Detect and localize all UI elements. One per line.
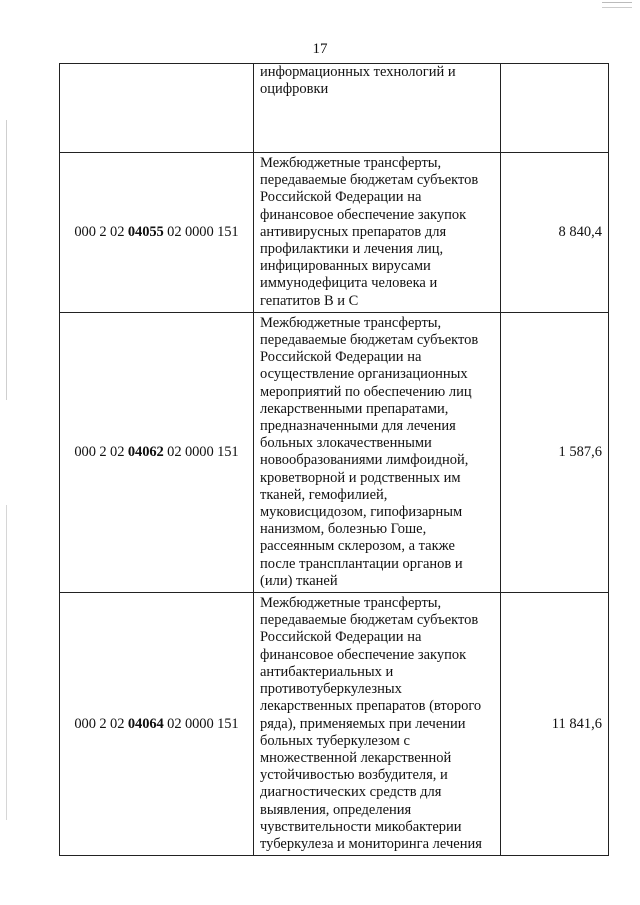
revenue-name-line: передаваемые бюджетам субъектов: [260, 332, 479, 349]
revenue-name-line: антивирусных препаратов для: [260, 223, 447, 240]
revenue-name-line: финансовое обеспечение закупок: [260, 646, 467, 663]
revenue-name-line: диагностических средств для: [260, 784, 442, 801]
budget-code-subgroup: 04062: [127, 443, 164, 460]
amount-cell: 1 587,6: [501, 312, 609, 592]
table-row: [60, 593, 609, 856]
budget-code-cell: [60, 593, 254, 856]
revenue-name-line: иммунодефицита человека и: [260, 275, 438, 292]
revenue-name-line: муковисцидозом, гипофизарным: [260, 504, 463, 521]
budget-code-prefix: 000 2 02: [74, 223, 128, 240]
revenue-name-line: антибактериальных и: [260, 663, 394, 680]
revenue-name-line: множественной лекарственной: [260, 749, 452, 766]
revenue-name-line: Межбюджетные трансферты,: [260, 155, 442, 171]
revenue-name-line: Межбюджетные трансферты,: [260, 314, 442, 331]
revenue-name-line: новообразованиями лимфоидной,: [260, 452, 469, 469]
revenue-name-line: Межбюджетные трансферты,: [260, 595, 442, 612]
revenue-name-line: профилактики и лечения лиц,: [260, 241, 444, 258]
budget-code-subgroup: 04055: [127, 223, 164, 240]
revenue-name-line: тканей, гемофилией,: [260, 486, 388, 503]
revenue-name-line: осуществление организационных: [260, 366, 468, 383]
table-row: [60, 312, 609, 592]
revenue-name-line: финансовое обеспечение закупок: [260, 206, 467, 223]
budget-code-suffix: 02 0000 151: [163, 715, 239, 732]
scan-margin-line: [6, 120, 7, 820]
budget-code-cell: [60, 64, 254, 153]
budget-code-prefix: 000 2 02: [74, 443, 128, 460]
amount-cell: 8 840,4: [501, 153, 609, 313]
revenue-name-line: информационных технологий и: [260, 64, 456, 80]
revenue-name-line: Российской Федерации на: [260, 189, 422, 206]
revenue-name-line: чувствительности микобактерии: [260, 818, 462, 835]
budget-code-suffix: 02 0000 151: [163, 223, 239, 240]
budget-code-subgroup: 04064: [127, 715, 164, 732]
revenue-name-line: туберкулеза и мониторинга лечения: [260, 835, 482, 852]
page-number: 17: [312, 41, 328, 57]
revenue-name-line: нанизмом, болезнью Гоше,: [260, 521, 427, 538]
amount-cell: 11 841,6: [501, 593, 609, 856]
revenue-name-line: лекарственными препаратами,: [260, 400, 449, 417]
table-row: [60, 153, 609, 313]
revenue-name-line: Российской Федерации на: [260, 349, 422, 366]
revenue-name-line: больных злокачественными: [260, 435, 432, 452]
revenue-name-line: (или) тканей: [260, 572, 338, 589]
table-row: [60, 64, 609, 153]
revenue-name-line: после трансплантации органов и: [260, 555, 463, 572]
revenue-name-line: Российской Федерации на: [260, 629, 422, 646]
revenue-name-line: кроветворной и родственных им: [260, 469, 461, 486]
scan-corner-mark: [602, 2, 632, 8]
budget-code-cell: [60, 312, 254, 592]
revenue-name-cell: [254, 593, 501, 856]
revenue-name-line: лекарственных препаратов (второго: [260, 698, 482, 715]
budget-revenue-table: [59, 63, 609, 856]
budget-code-suffix: 02 0000 151: [163, 443, 239, 460]
amount-cell: [501, 64, 609, 153]
budget-code-prefix: 000 2 02: [74, 715, 128, 732]
budget-code-cell: [60, 153, 254, 313]
revenue-name-line: инфицированных вирусами: [260, 258, 431, 275]
revenue-name-line: оцифровки: [260, 81, 329, 98]
revenue-name-cell: [254, 312, 501, 592]
revenue-name-line: предназначенными для лечения: [260, 418, 456, 435]
revenue-name-line: гепатитов В и С: [260, 292, 359, 309]
revenue-name-line: передаваемые бюджетам субъектов: [260, 612, 479, 629]
revenue-name-cell: [254, 153, 501, 313]
revenue-name-line: устойчивостью возбудителя, и: [260, 767, 448, 784]
table-body: [60, 64, 609, 856]
revenue-name-line: передаваемые бюджетам субъектов: [260, 172, 479, 189]
revenue-name-line: мероприятий по обеспечению лиц: [260, 383, 472, 400]
revenue-name-line: противотуберкулезных: [260, 681, 402, 698]
revenue-name-line: больных туберкулезом с: [260, 732, 410, 749]
revenue-name-line: выявления, определения: [260, 801, 412, 818]
revenue-name-line: ряда), применяемых при лечении: [260, 715, 466, 732]
revenue-name-line: рассеянным склерозом, а также: [260, 538, 455, 555]
revenue-name-cell: [254, 64, 501, 153]
